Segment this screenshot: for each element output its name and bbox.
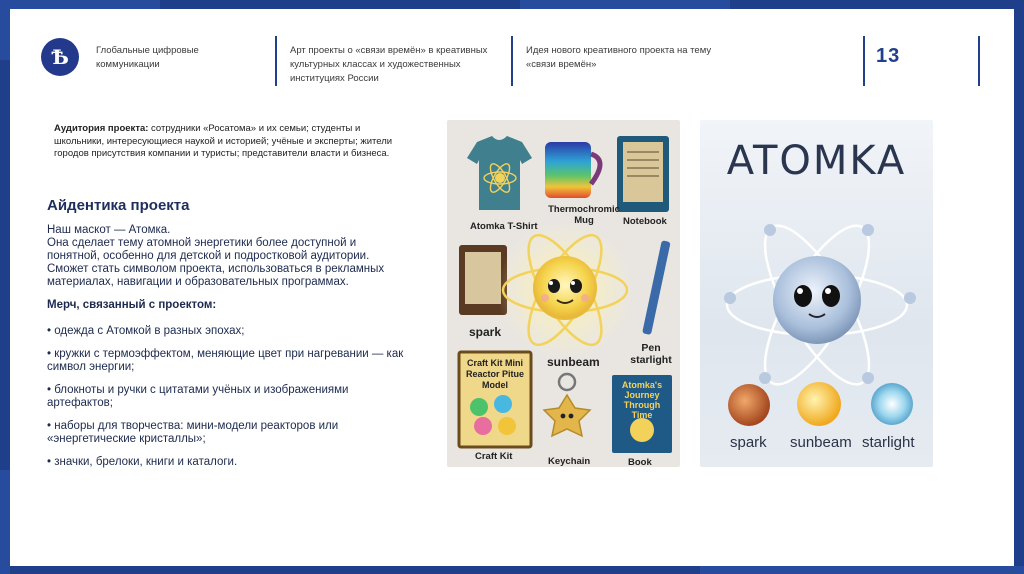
poster-image xyxy=(700,120,933,467)
poster-label: starlight xyxy=(862,434,915,451)
label-book: Book xyxy=(628,457,652,467)
label-keychain: Keychain xyxy=(548,456,591,467)
sunbeam-orb xyxy=(797,382,841,426)
label-mug: Thermochromic Mug xyxy=(548,204,620,226)
merch-item: • кружки с термоэффектом, меняющие цвет при нагревании — как символ энергии; xyxy=(47,348,404,373)
identity-text xyxy=(47,224,412,479)
header-divider xyxy=(275,36,277,86)
poster-illustration xyxy=(700,120,933,467)
audience-body: сотрудники «Росатома» и их семьи; студенты и школьники, интересующиеся наукой и историей; учёные и эксперты; жители городов присутствия компании и туристы; представители власти и бизнеса. xyxy=(54,123,393,159)
keychain-graphic xyxy=(544,395,590,436)
sunbeam-mascot xyxy=(533,256,597,320)
label-pen: Pen starlight xyxy=(630,342,672,366)
audience-text xyxy=(54,123,404,161)
header-divider xyxy=(863,36,865,86)
poster-title: ATOMKA xyxy=(726,138,907,184)
spark-orb xyxy=(728,384,770,426)
hse-logo: Ѣ xyxy=(41,38,79,76)
label-notebook: Notebook xyxy=(623,216,667,227)
merch-item: • одежда с Атомкой в разных эпохах; xyxy=(47,325,245,337)
label-spark: spark xyxy=(469,325,502,339)
section-title: Айдентика проекта xyxy=(47,197,190,214)
bg-block xyxy=(520,0,730,9)
tshirt-graphic xyxy=(467,136,532,210)
poster-label: spark xyxy=(730,434,767,451)
mug-graphic xyxy=(545,142,591,198)
starlight-orb xyxy=(871,383,913,425)
poster-label: sunbeam xyxy=(790,434,852,451)
bg-block xyxy=(0,470,10,574)
label-craft-kit: Craft Kit xyxy=(475,451,513,462)
label-sunbeam: sunbeam xyxy=(547,355,600,369)
page-number: 13 xyxy=(876,45,901,67)
merch-item: • значки, брелоки, книги и каталоги. xyxy=(47,456,238,468)
mascot-text: Она сделает тему атомной энергетики более доступной и понятной, особенно для детской и подростковой аудитории. Сможет стать символом проекта, использоваться в рекламных материалах, навигации и образовательных программах. xyxy=(47,237,385,288)
slide xyxy=(10,9,1014,566)
header-title-1: Глобальные цифровые коммуникации xyxy=(96,45,199,70)
mascot-intro: Наш маскот — Атомка. xyxy=(47,224,171,236)
merch-item: • блокноты и ручки с цитатами учёных и изображениями артефактов; xyxy=(47,384,349,409)
header-title-3: Идея нового креативного проекта на тему «связи времён» xyxy=(526,45,712,70)
bg-block xyxy=(700,566,1024,574)
label-craft-box: Craft Kit Mini Reactor Pitue Model xyxy=(465,358,525,390)
header-divider xyxy=(511,36,513,86)
merch-heading: Мерч, связанный с проектом: xyxy=(47,299,217,311)
label-book-cover: Atomka's Journey Through Time xyxy=(621,380,663,420)
merch-image xyxy=(447,120,680,467)
header-title-2: Арт проекты о «связи времён» в креативных культурных классах и художественных институциях России xyxy=(290,45,488,84)
label-tshirt: Atomka T-Shirt xyxy=(470,221,538,232)
pen-graphic xyxy=(642,240,671,335)
merch-item: • наборы для творчества: мини-модели реакторов или «энергетические кристаллы»; xyxy=(47,420,339,445)
atomka-mascot xyxy=(773,256,861,344)
header-divider xyxy=(978,36,980,86)
audience-label: Аудитория проекта: xyxy=(54,123,149,134)
